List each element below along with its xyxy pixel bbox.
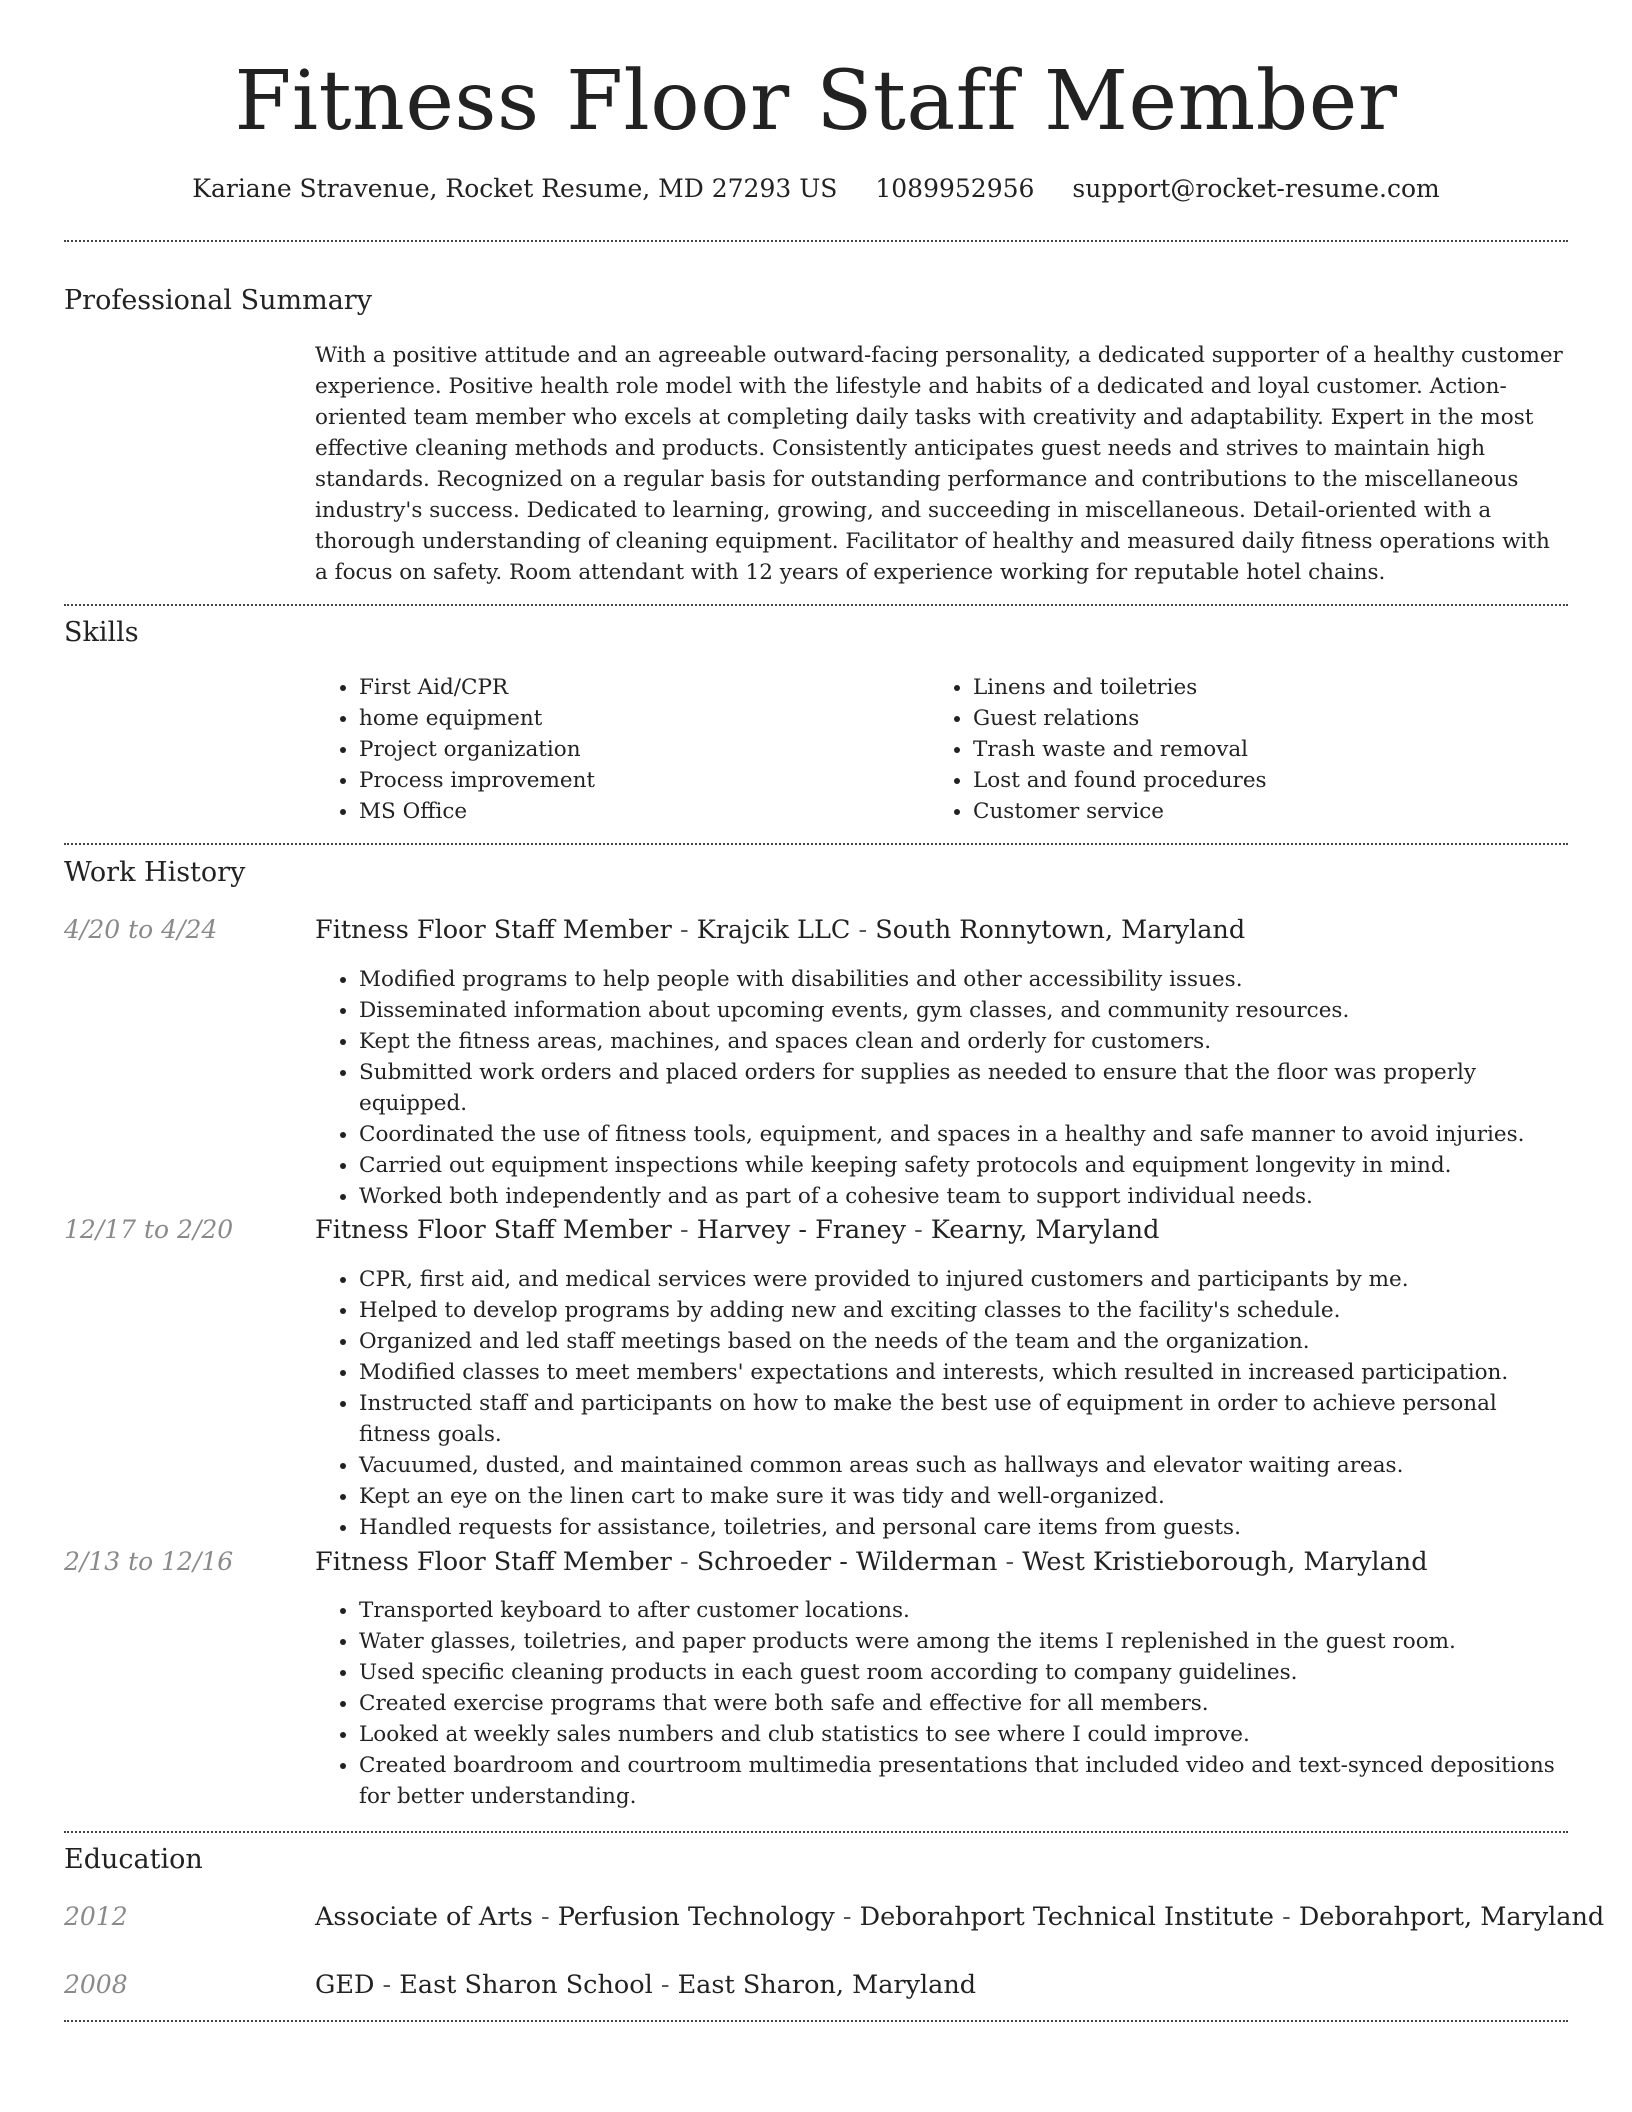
resume-name: Fitness Floor Staff Member — [234, 54, 1398, 149]
education-degree: GED — [315, 1970, 375, 2000]
skill-item: • Guest relations — [973, 703, 1489, 734]
job-heading: Fitness Floor Staff Member - Krajcik LLC - South Ronnytown, Maryland — [315, 915, 1246, 945]
skills-column-left — [315, 672, 875, 827]
skill-item: • First Aid/CPR — [359, 672, 875, 703]
section-title-education: Education — [64, 1844, 203, 1875]
divider — [64, 843, 1568, 845]
job-role: Fitness Floor Staff Member — [315, 915, 672, 945]
contact-line — [0, 172, 1632, 206]
job-bullet: • CPR, first aid, and medical services were provided to injured customers and participants by me. — [359, 1264, 1568, 1295]
job-bullet: • Created boardroom and courtroom multimedia presentations that included video and text-synced depositions for better understanding. — [359, 1750, 1568, 1812]
contact-email: support@rocket-resume.com — [1072, 174, 1440, 203]
job-bullet: • Handled requests for assistance, toiletries, and personal care items from guests. — [359, 1512, 1568, 1543]
job-bullet: • Worked both independently and as part of a cohesive team to support individual needs. — [359, 1181, 1568, 1212]
divider — [64, 2020, 1568, 2022]
section-title-summary: Professional Summary — [64, 285, 372, 316]
education-year: 2012 — [64, 1902, 128, 1931]
job-bullet: • Kept an eye on the linen cart to make sure it was tidy and well-organized. — [359, 1481, 1568, 1512]
job-location: Kearny, Maryland — [930, 1215, 1160, 1245]
job-bullet: • Organized and led staff meetings based on the needs of the team and the organization. — [359, 1326, 1568, 1357]
education-degree: Associate of Arts — [315, 1902, 533, 1932]
education-heading: GED - East Sharon School - East Sharon, Maryland — [315, 1970, 977, 2000]
contact-phone: 1089952956 — [875, 174, 1035, 203]
job-bullet: • Submitted work orders and placed orders for supplies as needed to ensure that the floor was properly equipped. — [359, 1057, 1568, 1119]
job-bullets — [315, 1264, 1568, 1543]
education-location: East Sharon, Maryland — [677, 1970, 977, 2000]
education-location: Deborahport, Maryland — [1298, 1902, 1605, 1932]
divider — [64, 240, 1568, 242]
job-dates: 4/20 to 4/24 — [64, 915, 218, 944]
skill-item: • home equipment — [359, 703, 875, 734]
job-heading: Fitness Floor Staff Member - Harvey - Franey - Kearny, Maryland — [315, 1215, 1160, 1245]
job-dates: 2/13 to 12/16 — [64, 1547, 234, 1576]
job-bullet: • Looked at weekly sales numbers and club statistics to see where I could improve. — [359, 1719, 1568, 1750]
job-employer: Harvey - Franey — [696, 1215, 907, 1245]
job-bullet: • Vacuumed, dusted, and maintained common areas such as hallways and elevator waiting areas. — [359, 1450, 1568, 1481]
job-bullets — [315, 964, 1568, 1212]
job-dates: 12/17 to 2/20 — [64, 1215, 234, 1244]
skill-item: • Lost and found procedures — [973, 765, 1489, 796]
job-bullet: • Kept the fitness areas, machines, and spaces clean and orderly for customers. — [359, 1026, 1568, 1057]
job-role: Fitness Floor Staff Member — [315, 1215, 672, 1245]
job-heading: Fitness Floor Staff Member - Schroeder - Wilderman - West Kristieborough, Maryland — [315, 1547, 1428, 1577]
job-role: Fitness Floor Staff Member — [315, 1547, 672, 1577]
section-title-work: Work History — [64, 857, 246, 888]
skill-item: • Process improvement — [359, 765, 875, 796]
education-school: Deborahport Technical Institute — [859, 1902, 1275, 1932]
job-bullet: • Water glasses, toiletries, and paper products were among the items I replenished in the guest room. — [359, 1626, 1568, 1657]
education-school: East Sharon School — [399, 1970, 653, 2000]
skill-item: • Project organization — [359, 734, 875, 765]
skills-column-right — [929, 672, 1489, 827]
job-location: South Ronnytown, Maryland — [875, 915, 1246, 945]
job-bullet: • Created exercise programs that were both safe and effective for all members. — [359, 1688, 1568, 1719]
divider — [64, 1831, 1568, 1833]
education-year: 2008 — [64, 1970, 128, 1999]
job-bullets — [315, 1595, 1568, 1812]
job-location: West Kristieborough, Maryland — [1022, 1547, 1428, 1577]
skill-item: • Customer service — [973, 796, 1489, 827]
job-bullet: • Carried out equipment inspections while keeping safety protocols and equipment longevity in mind. — [359, 1150, 1568, 1181]
job-bullet: • Modified programs to help people with disabilities and other accessibility issues. — [359, 964, 1568, 995]
job-bullet: • Modified classes to meet members' expectations and interests, which resulted in increased participation. — [359, 1357, 1568, 1388]
contact-address: Kariane Stravenue, Rocket Resume, MD 27293 US — [192, 174, 838, 203]
job-bullet: • Coordinated the use of fitness tools, equipment, and spaces in a healthy and safe manner to avoid injuries. — [359, 1119, 1568, 1150]
job-employer: Krajcik LLC — [696, 915, 851, 945]
job-bullet: • Disseminated information about upcoming events, gym classes, and community resources. — [359, 995, 1568, 1026]
section-title-skills: Skills — [64, 617, 139, 648]
job-bullet: • Instructed staff and participants on how to make the best use of equipment in order to achieve personal fitness goals. — [359, 1388, 1568, 1450]
job-employer: Schroeder - Wilderman — [696, 1547, 998, 1577]
job-bullet: • Used specific cleaning products in each guest room according to company guidelines. — [359, 1657, 1568, 1688]
skill-item: • Trash waste and removal — [973, 734, 1489, 765]
job-bullet: • Helped to develop programs by adding new and exciting classes to the facility's schedule. — [359, 1295, 1568, 1326]
education-heading: Associate of Arts - Perfusion Technology - Deborahport Technical Institute - Deborahport, Maryland — [315, 1902, 1605, 1932]
education-field: Perfusion Technology — [557, 1902, 835, 1932]
skill-item: • MS Office — [359, 796, 875, 827]
job-bullet: • Transported keyboard to after customer locations. — [359, 1595, 1568, 1626]
summary-text: With a positive attitude and an agreeable outward-facing personality, a dedicated supporter of a healthy customer experience. Positive health role model with the lifestyle and habits of a dedicated and loyal customer. Action-oriented team member who excels at completing daily tasks with creativity and adaptability. Expert in the most effective cleaning methods and products. Consistently anticipates guest needs and strives to maintain high standards. Recognized on a regular basis for outstanding performance and contributions to the miscellaneous industry's success. Dedicated to learning, growing, and succeeding in miscellaneous. Detail-oriented with a thorough understanding of cleaning equipment. Facilitator of healthy and measured daily fitness operations with a focus on safety. Room attendant with 12 years of experience working for reputable hotel chains. — [315, 343, 1563, 585]
skill-item: • Linens and toiletries — [973, 672, 1489, 703]
divider — [64, 604, 1568, 606]
